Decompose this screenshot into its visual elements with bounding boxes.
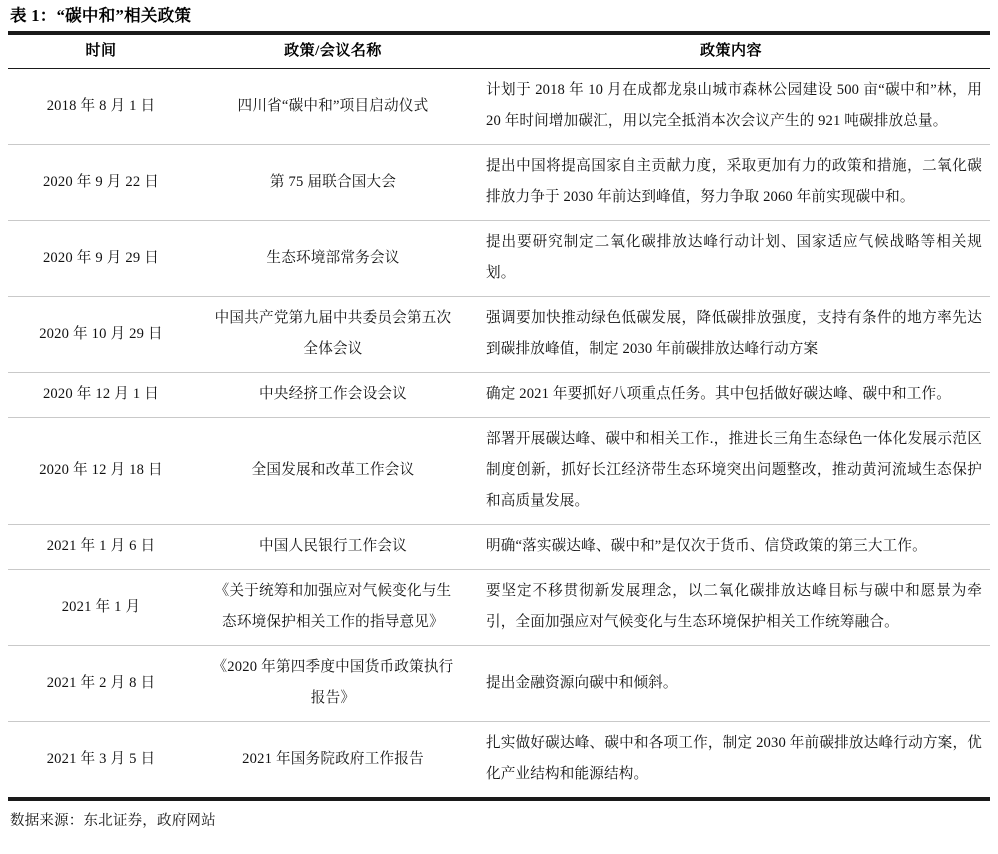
column-header-time: 时间 bbox=[8, 35, 194, 69]
cell-time: 2020 年 10 月 29 日 bbox=[8, 297, 194, 373]
column-header-name: 政策/会议名称 bbox=[194, 35, 472, 69]
cell-policy-content: 强调要加快推动绿色低碳发展，降低碳排放强度，支持有条件的地方率先达到碳排放峰值，制定 2030 年前碳排放达峰行动方案 bbox=[472, 297, 990, 373]
table-row bbox=[8, 418, 990, 525]
cell-policy-name: 中国共产党第九届中共委员会第五次全体会议 bbox=[194, 297, 472, 373]
cell-time: 2020 年 12 月 18 日 bbox=[8, 418, 194, 525]
table-body bbox=[8, 69, 990, 798]
cell-policy-name: 2021 年国务院政府工作报告 bbox=[242, 750, 424, 767]
cell-time: 2020 年 9 月 29 日 bbox=[8, 221, 194, 297]
cell-policy-name: 生态环境部常务会议 bbox=[194, 221, 472, 297]
cell-policy-name: 全国发展和改革工作会议 bbox=[194, 418, 472, 525]
cell-policy-content: 要坚定不移贯彻新发展理念，以二氧化碳排放达峰目标与碳中和愿景为牵引，全面加强应对气候变化与生态环境保护相关工作统筹融合。 bbox=[472, 570, 990, 646]
table-row bbox=[8, 646, 990, 722]
table-row bbox=[8, 525, 990, 570]
cell-policy-content: 扎实做好碳达峰、碳中和各项工作，制定 2030 年前碳排放达峰行动方案，优化产业结构和能源结构。 bbox=[486, 735, 982, 782]
cell-time: 2021 年 3 月 5 日 bbox=[46, 750, 156, 767]
cell-policy-name: 第 75 届联合国大会 bbox=[194, 145, 472, 221]
source-note: 数据来源：东北证券，政府网站 bbox=[10, 813, 216, 829]
cell-time: 2021 年 1 月 6 日 bbox=[8, 525, 194, 570]
cell-policy-name: 《关于统筹和加强应对气候变化与生态环境保护相关工作的指导意见》 bbox=[194, 570, 472, 646]
cell-policy-content: 计划于 2018 年 10 月在成都龙泉山城市森林公园建设 500 亩“碳中和”林，用 20 年时间增加碳汇，用以完全抵消本次会议产生的 921 吨碳排放总量。 bbox=[472, 69, 990, 145]
cell-time: 2020 年 12 月 1 日 bbox=[8, 373, 194, 418]
table-row bbox=[8, 722, 990, 798]
cell-policy-content: 明确“落实碳达峰、碳中和”是仅次于货币、信贷政策的第三大工作。 bbox=[472, 525, 990, 570]
cell-policy-name: 中国人民银行工作会议 bbox=[194, 525, 472, 570]
cell-policy-name: 《2020 年第四季度中国货币政策执行报告》 bbox=[194, 646, 472, 722]
cell-time: 2021 年 2 月 8 日 bbox=[8, 646, 194, 722]
table-row bbox=[8, 221, 990, 297]
cell-policy-content: 提出要研究制定二氧化碳排放达峰行动计划、国家适应气候战略等相关规划。 bbox=[472, 221, 990, 297]
table-row bbox=[8, 297, 990, 373]
cell-policy-name: 中央经挤工作会设会议 bbox=[194, 373, 472, 418]
cell-policy-content: 部署开展碳达峰、碳中和相关工作.，推进长三角生态绿色一体化发展示范区制度创新，抓好长江经济带生态环境突出问题整改，推动黄河流域生态保护和高质量发展。 bbox=[472, 418, 990, 525]
cell-time: 2018 年 8 月 1 日 bbox=[8, 69, 194, 145]
cell-policy-name: 四川省“碳中和”项目启动仪式 bbox=[194, 69, 472, 145]
table-caption: 表 1：“碳中和”相关政策 bbox=[10, 6, 192, 25]
table-header-row bbox=[8, 35, 990, 69]
table-row bbox=[8, 373, 990, 418]
cell-policy-content: 提出金融资源向碳中和倾斜。 bbox=[472, 646, 990, 722]
table-row bbox=[8, 145, 990, 221]
table-row bbox=[8, 570, 990, 646]
cell-policy-content: 提出中国将提高国家自主贡献力度，采取更加有力的政策和措施，二氧化碳排放力争于 2030 年前达到峰值，努力争取 2060 年前实现碳中和。 bbox=[472, 145, 990, 221]
table-head bbox=[8, 35, 990, 69]
column-header-content: 政策内容 bbox=[472, 35, 990, 69]
cell-policy-content: 确定 2021 年要抓好八项重点任务。其中包括做好碳达峰、碳中和工作。 bbox=[472, 373, 990, 418]
cell-time: 2020 年 9 月 22 日 bbox=[8, 145, 194, 221]
cell-time: 2021 年 1 月 bbox=[8, 570, 194, 646]
table-row bbox=[8, 69, 990, 145]
policy-table bbox=[8, 35, 990, 797]
